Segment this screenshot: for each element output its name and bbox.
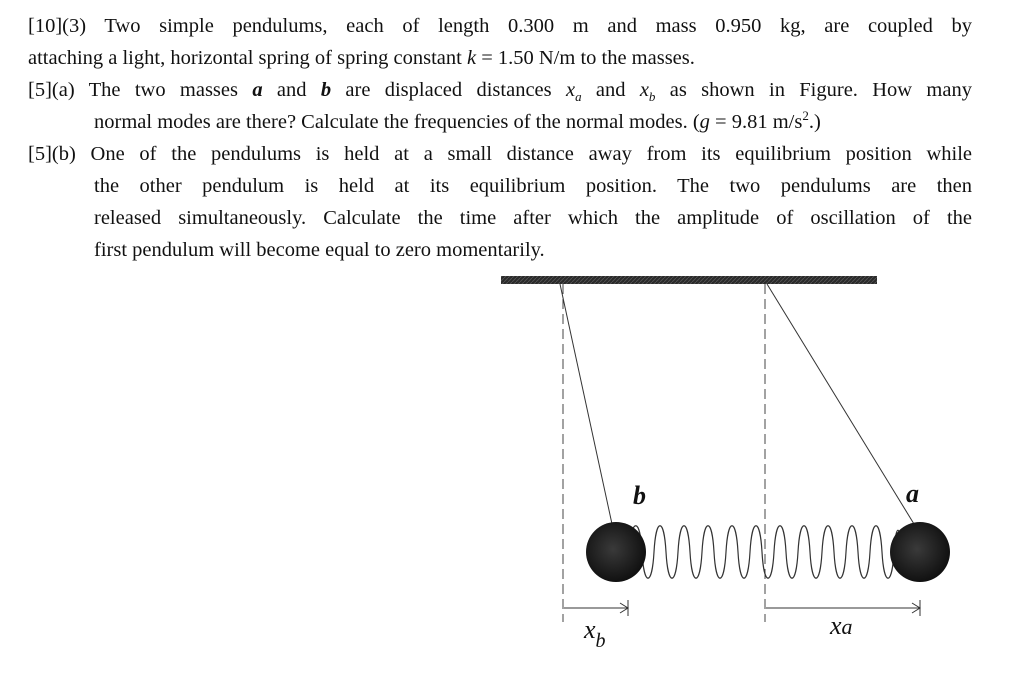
- ceiling-support: [501, 276, 877, 284]
- problem-number: (3): [62, 15, 87, 37]
- part-b-label: (b): [51, 143, 76, 165]
- string-b: [560, 284, 612, 524]
- problem-text: [28, 10, 972, 266]
- spring-constant-symbol: k: [466, 47, 477, 69]
- mass-b-symbol: b: [320, 79, 332, 101]
- pendulum-diagram: [480, 262, 980, 682]
- part-b-text-1: One of the pendulums is held at a small distance away from its equilibrium position while: [75, 143, 972, 165]
- xa-label: [829, 611, 853, 640]
- xb-label-main: x: [584, 615, 596, 644]
- xb-symbol: x: [639, 79, 649, 101]
- part-b-text-2: the other pendulum is held at its equilibrium position. The two pendulums are then: [94, 175, 972, 197]
- xa-symbol: x: [565, 79, 576, 101]
- problem-marks: [10]: [28, 15, 63, 37]
- part-b-marks: [5]: [28, 143, 52, 165]
- part-a-question: normal modes are there? Calculate the frequencies of the normal modes. (: [94, 111, 700, 133]
- part-b-text-4: first pendulum will become equal to zero momentarily.: [94, 239, 545, 261]
- xa-label-sub: a: [841, 614, 853, 639]
- label-a: a: [906, 479, 919, 508]
- part-a-line-1: [28, 74, 972, 106]
- part-b-line-3: [28, 202, 972, 234]
- part-a-label: (a): [51, 79, 75, 101]
- part-a-text-and2: and: [581, 79, 640, 101]
- part-a-text: The two masses: [74, 79, 253, 101]
- pendulum-figure: [480, 262, 980, 682]
- part-b-line-1: [28, 138, 972, 170]
- part-a-text-and: and: [262, 79, 321, 101]
- part-a-close: .): [808, 111, 821, 133]
- part-a-marks: [5]: [28, 79, 52, 101]
- xa-subscript: a: [575, 89, 582, 105]
- xb-label-sub: b: [595, 630, 606, 652]
- gravity-value: = 9.81 m/s: [709, 111, 803, 133]
- part-a-line-2: [28, 106, 972, 138]
- problem-intro: Two simple pendulums, each of length 0.300 m and mass 0.950 kg, are coupled by: [104, 15, 972, 37]
- string-a: [767, 284, 914, 524]
- xb-label: [583, 615, 606, 652]
- gravity-symbol: g: [699, 111, 710, 133]
- part-a-text-mid: are displaced distances: [331, 79, 566, 101]
- mass-a-symbol: a: [252, 79, 263, 101]
- gravity-exponent: 2: [802, 108, 809, 124]
- problem-line-1: [28, 10, 972, 42]
- label-b: b: [633, 481, 646, 510]
- spring-constant-value: = 1.50 N/m to the masses.: [476, 47, 695, 69]
- problem-intro-cont: attaching a light, horizontal spring of spring constant: [28, 47, 467, 69]
- problem-line-2: [28, 42, 972, 74]
- xb-subscript: b: [648, 89, 656, 105]
- part-b-line-2: [28, 170, 972, 202]
- mass-a: [890, 522, 950, 582]
- part-a-text-post: as shown in Figure. How many: [655, 79, 972, 101]
- mass-b: [586, 522, 646, 582]
- part-b-text-3: released simultaneously. Calculate the time after which the amplitude of oscillation of the: [94, 207, 972, 229]
- xa-label-main: x: [830, 611, 842, 640]
